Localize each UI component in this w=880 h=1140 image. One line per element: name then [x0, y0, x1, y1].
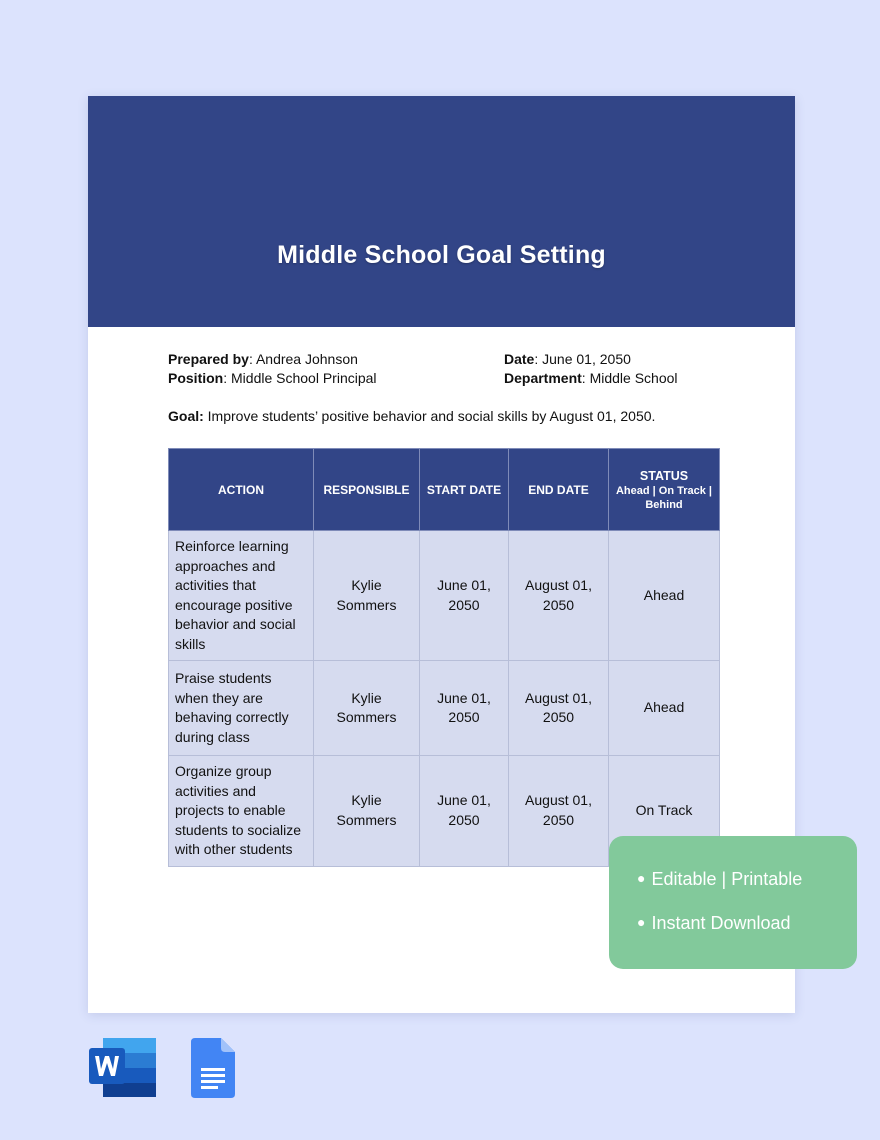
cell-action: Organize group activities and projects to enable students to socialize with other students [169, 756, 314, 867]
cell-end-date: August 01, 2050 [509, 756, 609, 867]
feature-editable [637, 869, 802, 890]
bullet-icon: ● [637, 870, 646, 886]
date-label: Date [504, 351, 535, 367]
cell-status: On Track [609, 756, 720, 867]
feature-download [637, 913, 791, 934]
cell-status: Ahead [609, 531, 720, 661]
cell-responsible: Kylie Sommers [314, 756, 420, 867]
date-value: June 01, 2050 [542, 351, 631, 367]
department-line: Department: Middle School [504, 370, 678, 386]
cell-start-date: June 01, 2050 [420, 661, 509, 756]
meta-right [504, 350, 678, 388]
table-header-row [169, 449, 720, 531]
document-title: Middle School Goal Setting [277, 241, 606, 269]
cell-responsible: Kylie Sommers [314, 661, 420, 756]
cell-responsible: Kylie Sommers [314, 531, 420, 661]
cell-start-date: June 01, 2050 [420, 531, 509, 661]
cell-action: Reinforce learning approaches and activities that encourage positive behavior and social skills [169, 531, 314, 661]
table-row [169, 661, 720, 756]
date-line: Date: June 01, 2050 [504, 351, 631, 367]
cell-end-date: August 01, 2050 [509, 661, 609, 756]
action-plan-table [168, 448, 720, 867]
microsoft-word-icon[interactable] [89, 1038, 156, 1097]
prepared-by-line: Prepared by: Andrea Johnson [168, 351, 358, 367]
google-docs-icon[interactable] [191, 1038, 235, 1098]
prepared-by-label: Prepared by [168, 351, 249, 367]
table-row [169, 531, 720, 661]
bullet-icon: ● [637, 914, 646, 930]
cell-end-date: August 01, 2050 [509, 531, 609, 661]
department-label: Department [504, 370, 582, 386]
position-line: Position: Middle School Principal [168, 370, 377, 386]
prepared-by-value: Andrea Johnson [255, 351, 358, 367]
goal-line [168, 408, 655, 424]
feature-download-text: Instant Download [651, 913, 791, 933]
header-status [609, 449, 720, 531]
position-value: Middle School Principal [231, 370, 377, 386]
cell-start-date: June 01, 2050 [420, 756, 509, 867]
header-start-date: START DATE [420, 449, 509, 531]
goal-label: Goal: [168, 408, 204, 424]
feature-editable-text: Editable | Printable [651, 869, 803, 889]
header-responsible: RESPONSIBLE [314, 449, 420, 531]
header-status-sub: Ahead | On Track | Behind [615, 484, 713, 511]
header-status-title: STATUS [639, 468, 689, 483]
meta-left [168, 350, 377, 388]
goal-text: Improve students’ positive behavior and social skills by August 01, 2050. [207, 408, 656, 424]
header-end-date: END DATE [509, 449, 609, 531]
header-banner [88, 96, 795, 327]
features-badge [609, 836, 857, 969]
position-label: Position [168, 370, 224, 386]
cell-action: Praise students when they are behaving correctly during class [169, 661, 314, 756]
header-action: ACTION [169, 449, 314, 531]
cell-status: Ahead [609, 661, 720, 756]
department-value: Middle School [589, 370, 678, 386]
